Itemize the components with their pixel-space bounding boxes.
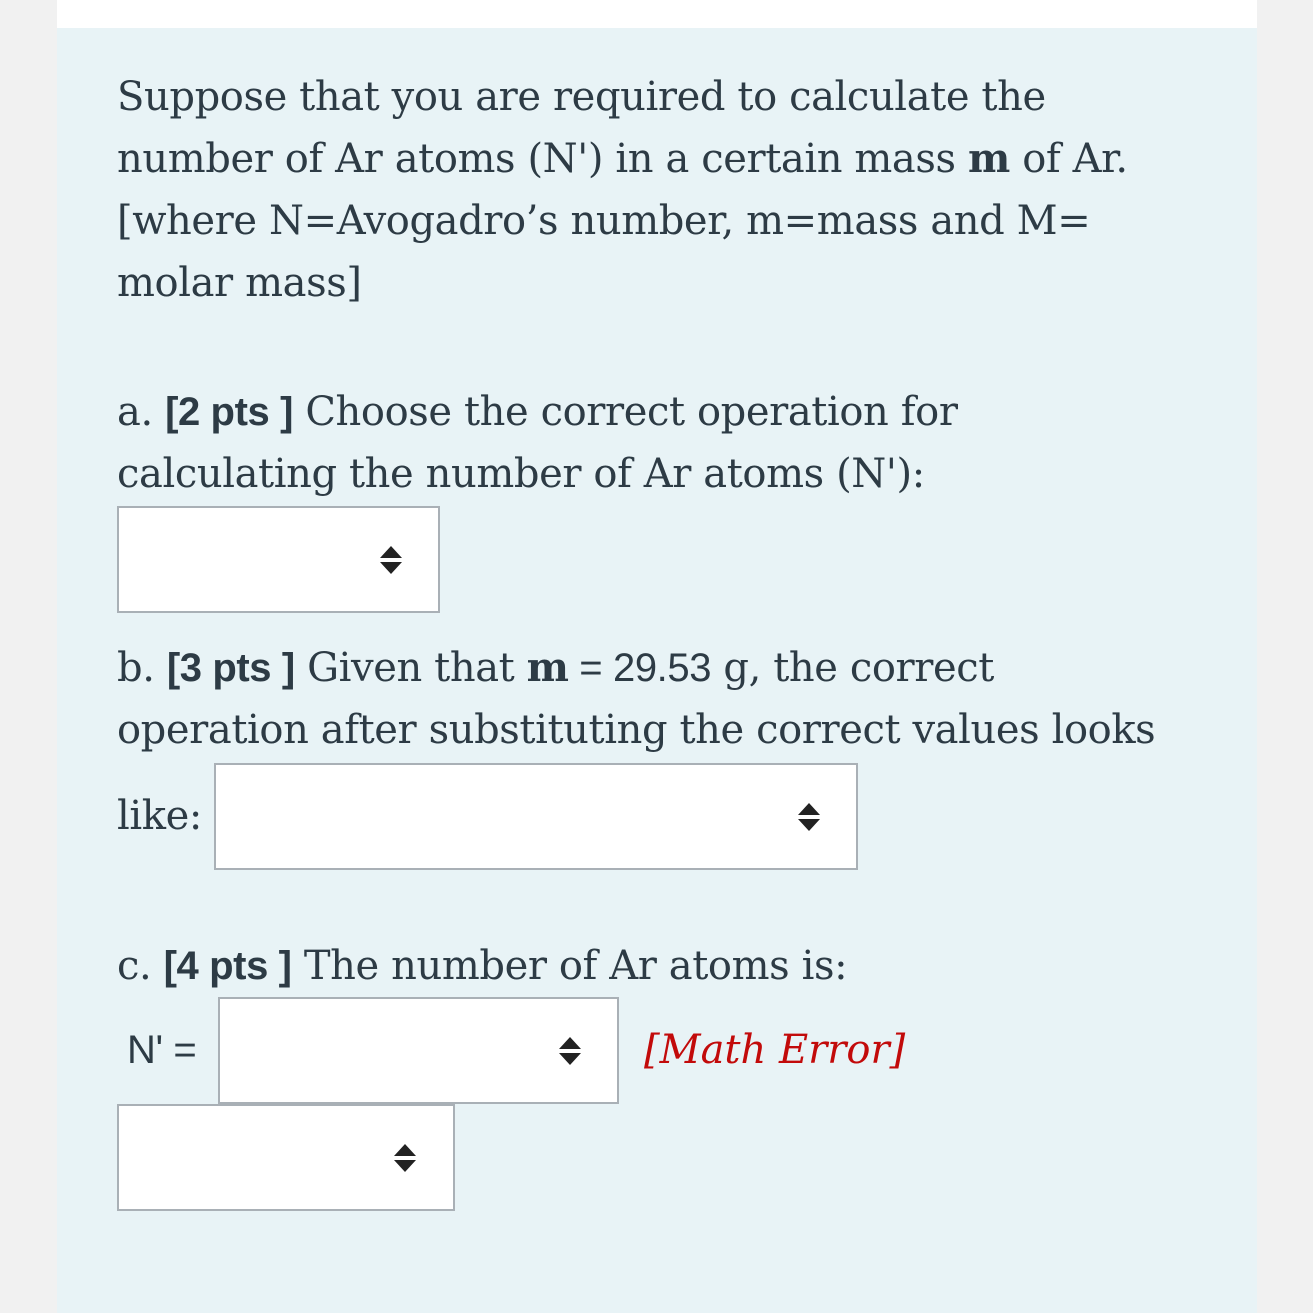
- part-a-points: [2 pts ]: [165, 390, 293, 434]
- part-c-line-1: [117, 942, 847, 990]
- up-down-arrows-icon: [394, 1144, 416, 1172]
- part-c-answer-dropdown[interactable]: [218, 997, 619, 1104]
- top-strip: [57, 0, 1257, 28]
- part-a-letter: a.: [117, 389, 166, 435]
- intro-line-2: [117, 135, 1128, 183]
- part-b-line-1: [117, 644, 994, 692]
- n-prime-label: N' =: [127, 1028, 197, 1072]
- intro-line-2-pre: number of Ar atoms (N') in a certain mass: [117, 136, 968, 182]
- intro-mass-var: m: [967, 135, 1010, 182]
- up-down-arrows-icon: [380, 546, 402, 574]
- intro-line-1: Suppose that you are required to calculate the: [117, 74, 1046, 120]
- math-error-text: [Math Error]: [644, 1027, 906, 1073]
- part-c-unit-dropdown[interactable]: [117, 1104, 455, 1211]
- part-b-mass-value: = 29.53: [568, 646, 712, 690]
- intro-line-2-post: of Ar.: [1009, 136, 1128, 182]
- part-b-line-3: like:: [117, 793, 202, 839]
- up-down-arrows-icon: [559, 1037, 581, 1065]
- intro-line-4: molar mass]: [117, 260, 362, 306]
- part-b-text-pre: Given that: [294, 645, 527, 691]
- part-c-letter: c.: [117, 943, 164, 989]
- intro-line-3: [where N=Avogadro’s number, m=mass and M=: [117, 198, 1091, 244]
- part-b-substitution-dropdown[interactable]: [214, 763, 858, 870]
- part-a-operation-dropdown[interactable]: [117, 506, 440, 613]
- part-b-mass-var: m: [526, 644, 569, 691]
- part-b-text-post: g, the correct: [711, 645, 994, 691]
- part-b-points: [3 pts ]: [166, 646, 295, 690]
- part-b-letter: b.: [117, 645, 167, 691]
- part-c-text: The number of Ar atoms is:: [291, 943, 848, 989]
- up-down-arrows-icon: [798, 803, 820, 831]
- part-a-text: Choose the correct operation for: [293, 389, 958, 435]
- part-a-line-1: [117, 388, 958, 436]
- part-c-points: [4 pts ]: [163, 944, 292, 988]
- part-b-line-2: operation after substituting the correct values looks: [117, 707, 1156, 753]
- part-a-line-2: calculating the number of Ar atoms (N'):: [117, 451, 925, 497]
